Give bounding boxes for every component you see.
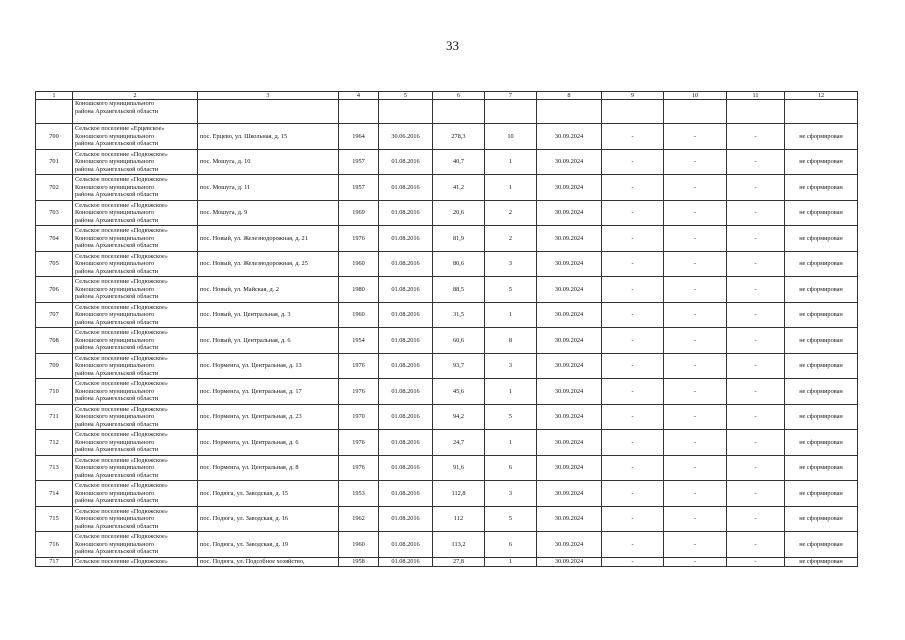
table-row <box>36 532 858 558</box>
col11-cell: - <box>727 455 785 481</box>
deadline-cell: 30.09.2024 <box>537 481 602 507</box>
deadline-cell: 30.09.2024 <box>537 226 602 252</box>
col11-cell: - <box>727 149 785 175</box>
year-cell: 1976 <box>339 430 379 456</box>
col10-cell: - <box>664 149 727 175</box>
table-row <box>36 277 858 303</box>
residents-cell: 6 <box>485 455 537 481</box>
residents-cell: 3 <box>485 353 537 379</box>
table-body <box>36 92 858 567</box>
row-number-cell: 717 <box>36 557 73 566</box>
year-cell: 1960 <box>339 302 379 328</box>
row-number-cell: 715 <box>36 506 73 532</box>
deadline-cell: 30.09.2024 <box>537 302 602 328</box>
col11-cell: - <box>727 532 785 558</box>
col11-cell: - <box>727 277 785 303</box>
table-row <box>36 149 858 175</box>
row-number-cell: 703 <box>36 200 73 226</box>
address-cell: пос. Норменга, ул. Центральная, д. 23 <box>198 404 339 430</box>
row-number-cell: 713 <box>36 455 73 481</box>
col9-cell: - <box>602 430 664 456</box>
row-number-cell: 700 <box>36 124 73 150</box>
table-row <box>36 124 858 150</box>
table-row <box>36 455 858 481</box>
area-cell: 45,6 <box>433 379 485 405</box>
row-number-cell: 711 <box>36 404 73 430</box>
year-cell: 1980 <box>339 277 379 303</box>
table-row <box>36 175 858 201</box>
col9-cell: - <box>602 353 664 379</box>
col9-cell: - <box>602 124 664 150</box>
column-number-4: 4 <box>339 92 379 100</box>
area-cell: 60,6 <box>433 328 485 354</box>
table-row <box>36 481 858 507</box>
status-cell: не сформирован <box>785 226 858 252</box>
col10-cell: - <box>664 124 727 150</box>
residents-cell: 10 <box>485 124 537 150</box>
table-row <box>36 557 858 566</box>
date-cell: 01.08.2016 <box>379 455 433 481</box>
continuation-row <box>36 100 858 124</box>
table-row <box>36 353 858 379</box>
row-number-cell: 702 <box>36 175 73 201</box>
table-row <box>36 404 858 430</box>
date-cell: 01.08.2016 <box>379 557 433 566</box>
col10-cell: - <box>664 353 727 379</box>
status-cell: не сформирован <box>785 557 858 566</box>
status-cell: не сформирован <box>785 251 858 277</box>
column-number-6: 6 <box>433 92 485 100</box>
table-row <box>36 506 858 532</box>
table-row <box>36 328 858 354</box>
row-number-cell: 706 <box>36 277 73 303</box>
area-cell: 94,2 <box>433 404 485 430</box>
address-cell: пос. Подюга, ул. Заводская, д. 15 <box>198 481 339 507</box>
row-number-cell: 712 <box>36 430 73 456</box>
residents-cell: 1 <box>485 557 537 566</box>
date-cell: 30.06.2016 <box>379 124 433 150</box>
area-cell: 113,2 <box>433 532 485 558</box>
area-cell: 91,6 <box>433 455 485 481</box>
date-cell: 01.08.2016 <box>379 302 433 328</box>
deadline-cell: 30.09.2024 <box>537 149 602 175</box>
col10-cell: - <box>664 277 727 303</box>
continuation-num-cell <box>36 100 73 124</box>
col10-cell: - <box>664 226 727 252</box>
status-cell: не сформирован <box>785 506 858 532</box>
address-cell: пос. Подюга, ул. Заводская, д. 16 <box>198 506 339 532</box>
settlement-cell: Сельское поселение «Подюжское» Коношского муниципального района Архангельской области <box>73 200 198 226</box>
address-cell: пос. Норменга, ул. Центральная, д. 6 <box>198 430 339 456</box>
year-cell: 1964 <box>339 124 379 150</box>
settlement-cell: Сельское поселение «Подюжское» Коношского муниципального района Архангельской области <box>73 430 198 456</box>
year-cell: 1976 <box>339 353 379 379</box>
year-cell: 1957 <box>339 149 379 175</box>
col10-cell: - <box>664 506 727 532</box>
table-row <box>36 251 858 277</box>
col10-cell: - <box>664 200 727 226</box>
col11-cell: - <box>727 328 785 354</box>
row-number-cell: 714 <box>36 481 73 507</box>
address-cell: пос. Новый, ул. Железнодорожная, д. 25 <box>198 251 339 277</box>
area-cell: 88,5 <box>433 277 485 303</box>
row-number-cell: 709 <box>36 353 73 379</box>
col11-cell: - <box>727 404 785 430</box>
date-cell: 01.08.2016 <box>379 251 433 277</box>
status-cell: не сформирован <box>785 455 858 481</box>
table-row <box>36 200 858 226</box>
settlement-cell: Сельское поселение «Подюжское» Коношского муниципального района Архангельской области <box>73 328 198 354</box>
address-cell: пос. Норменга, ул. Центральная, д. 17 <box>198 379 339 405</box>
date-cell: 01.08.2016 <box>379 379 433 405</box>
col9-cell: - <box>602 557 664 566</box>
address-cell: пос. Новый, ул. Центральная, д. 3 <box>198 302 339 328</box>
col11-cell: - <box>727 226 785 252</box>
col10-cell: - <box>664 379 727 405</box>
address-cell: пос. Новый, ул. Майская, д. 2 <box>198 277 339 303</box>
deadline-cell: 30.09.2024 <box>537 532 602 558</box>
deadline-cell: 30.09.2024 <box>537 506 602 532</box>
settlement-cell: Сельское поселение «Подюжское» Коношского муниципального района Архангельской области <box>73 404 198 430</box>
date-cell: 01.08.2016 <box>379 404 433 430</box>
date-cell: 01.08.2016 <box>379 200 433 226</box>
row-number-cell: 708 <box>36 328 73 354</box>
area-cell: 278,3 <box>433 124 485 150</box>
deadline-cell: 30.09.2024 <box>537 124 602 150</box>
column-number-5: 5 <box>379 92 433 100</box>
row-number-cell: 716 <box>36 532 73 558</box>
year-cell: 1954 <box>339 328 379 354</box>
status-cell: не сформирован <box>785 302 858 328</box>
status-cell: не сформирован <box>785 379 858 405</box>
residents-cell: 1 <box>485 149 537 175</box>
address-cell: пос. Мошуга, д. 10 <box>198 149 339 175</box>
col9-cell: - <box>602 328 664 354</box>
col9-cell: - <box>602 532 664 558</box>
status-cell: не сформирован <box>785 200 858 226</box>
table-row <box>36 379 858 405</box>
address-cell: пос. Мошуга, д. 11 <box>198 175 339 201</box>
col9-cell: - <box>602 175 664 201</box>
deadline-cell: 30.09.2024 <box>537 175 602 201</box>
table-row <box>36 430 858 456</box>
settlement-cell: Сельское поселение «Подюжское» Коношского муниципального района Архангельской области <box>73 455 198 481</box>
column-number-12: 12 <box>785 92 858 100</box>
settlement-cell: Сельское поселение «Подюжское» Коношского муниципального района Архангельской области <box>73 175 198 201</box>
col10-cell: - <box>664 532 727 558</box>
status-cell: не сформирован <box>785 149 858 175</box>
col9-cell: - <box>602 455 664 481</box>
year-cell: 1958 <box>339 557 379 566</box>
area-cell: 24,7 <box>433 430 485 456</box>
date-cell: 01.08.2016 <box>379 277 433 303</box>
year-cell: 1976 <box>339 226 379 252</box>
deadline-cell: 30.09.2024 <box>537 277 602 303</box>
column-number-9: 9 <box>602 92 664 100</box>
col10-cell: - <box>664 302 727 328</box>
deadline-cell: 30.09.2024 <box>537 379 602 405</box>
residents-cell: 6 <box>485 532 537 558</box>
year-cell: 1953 <box>339 481 379 507</box>
residents-cell: 1 <box>485 175 537 201</box>
col9-cell: - <box>602 251 664 277</box>
deadline-cell: 30.09.2024 <box>537 430 602 456</box>
date-cell: 01.08.2016 <box>379 226 433 252</box>
column-number-11: 11 <box>727 92 785 100</box>
status-cell: не сформирован <box>785 277 858 303</box>
date-cell: 01.08.2016 <box>379 481 433 507</box>
status-cell: не сформирован <box>785 328 858 354</box>
row-number-cell: 707 <box>36 302 73 328</box>
col11-cell: - <box>727 353 785 379</box>
col9-cell: - <box>602 302 664 328</box>
residents-cell: 1 <box>485 430 537 456</box>
year-cell: 1957 <box>339 175 379 201</box>
area-cell: 112 <box>433 506 485 532</box>
residents-cell: 3 <box>485 481 537 507</box>
row-number-cell: 704 <box>36 226 73 252</box>
col10-cell: - <box>664 557 727 566</box>
col11-cell: - <box>727 175 785 201</box>
address-cell: пос. Мошуга, д. 9 <box>198 200 339 226</box>
residents-cell: 2 <box>485 200 537 226</box>
year-cell: 1962 <box>339 506 379 532</box>
residents-cell: 5 <box>485 404 537 430</box>
status-cell: не сформирован <box>785 481 858 507</box>
column-number-7: 7 <box>485 92 537 100</box>
residents-cell: 3 <box>485 251 537 277</box>
col9-cell: - <box>602 481 664 507</box>
col11-cell: - <box>727 430 785 456</box>
date-cell: 01.08.2016 <box>379 353 433 379</box>
address-cell: пос. Норменга, ул. Центральная, д. 13 <box>198 353 339 379</box>
status-cell: не сформирован <box>785 175 858 201</box>
date-cell: 01.08.2016 <box>379 328 433 354</box>
col9-cell: - <box>602 277 664 303</box>
year-cell: 1960 <box>339 251 379 277</box>
residents-cell: 1 <box>485 302 537 328</box>
date-cell: 01.08.2016 <box>379 175 433 201</box>
deadline-cell: 30.09.2024 <box>537 404 602 430</box>
col9-cell: - <box>602 200 664 226</box>
date-cell: 01.08.2016 <box>379 506 433 532</box>
address-cell: пос. Ерцево, ул. Школьная, д. 15 <box>198 124 339 150</box>
year-cell: 1976 <box>339 379 379 405</box>
row-number-cell: 701 <box>36 149 73 175</box>
col10-cell: - <box>664 328 727 354</box>
col10-cell: - <box>664 404 727 430</box>
deadline-cell: 30.09.2024 <box>537 353 602 379</box>
settlement-cell: Сельское поселение «Подюжское» Коношского муниципального района Архангельской области <box>73 277 198 303</box>
residents-cell: 5 <box>485 277 537 303</box>
column-number-1: 1 <box>36 92 73 100</box>
column-number-2: 2 <box>73 92 198 100</box>
date-cell: 01.08.2016 <box>379 149 433 175</box>
year-cell: 1960 <box>339 532 379 558</box>
date-cell: 01.08.2016 <box>379 430 433 456</box>
deadline-cell: 30.09.2024 <box>537 557 602 566</box>
status-cell: не сформирован <box>785 124 858 150</box>
residents-cell: 5 <box>485 506 537 532</box>
settlement-cell: Сельское поселение «Подюжское» Коношского муниципального района Архангельской области <box>73 353 198 379</box>
address-cell: пос. Новый, ул. Железнодорожная, д. 21 <box>198 226 339 252</box>
col10-cell: - <box>664 175 727 201</box>
area-cell: 31,5 <box>433 302 485 328</box>
column-number-row <box>36 92 858 100</box>
row-number-cell: 705 <box>36 251 73 277</box>
deadline-cell: 30.09.2024 <box>537 328 602 354</box>
residents-cell: 1 <box>485 379 537 405</box>
col11-cell: - <box>727 124 785 150</box>
column-number-10: 10 <box>664 92 727 100</box>
area-cell: 112,8 <box>433 481 485 507</box>
col9-cell: - <box>602 226 664 252</box>
settlement-cell: Сельское поселение «Ерцевское» Коношского муниципального района Архангельской области <box>73 124 198 150</box>
area-cell: 81,9 <box>433 226 485 252</box>
address-cell: пос. Подюга, ул. Заводская, д. 19 <box>198 532 339 558</box>
col11-cell: - <box>727 557 785 566</box>
table-row <box>36 302 858 328</box>
status-cell: не сформирован <box>785 430 858 456</box>
settlement-cell: Сельское поселение «Подюжское» Коношского муниципального района Архангельской области <box>73 302 198 328</box>
settlement-cell: Сельское поселение «Подюжское» Коношского муниципального района Архангельской области <box>73 532 198 558</box>
col11-cell: - <box>727 200 785 226</box>
area-cell: 93,7 <box>433 353 485 379</box>
settlement-cell: Сельское поселение «Подюжское» Коношского муниципального района Архангельской области <box>73 226 198 252</box>
deadline-cell: 30.09.2024 <box>537 455 602 481</box>
row-number-cell: 710 <box>36 379 73 405</box>
housing-registry-table <box>35 91 858 567</box>
col9-cell: - <box>602 149 664 175</box>
deadline-cell: 30.09.2024 <box>537 200 602 226</box>
col10-cell: - <box>664 455 727 481</box>
settlement-cell: Сельское поселение «Подюжское» Коношского муниципального района Архангельской области <box>73 481 198 507</box>
settlement-cell: Сельское поселение «Подюжское» <box>73 557 198 566</box>
continuation-name-cell: Коношского муниципального района Архангельской области <box>73 100 198 124</box>
address-cell: пос. Подюга, ул. Подсобное хозяйство, <box>198 557 339 566</box>
col11-cell: - <box>727 379 785 405</box>
col11-cell: - <box>727 302 785 328</box>
settlement-cell: Сельское поселение «Подюжское» Коношского муниципального района Архангельской области <box>73 506 198 532</box>
year-cell: 1969 <box>339 200 379 226</box>
status-cell: не сформирован <box>785 353 858 379</box>
status-cell: не сформирован <box>785 532 858 558</box>
settlement-cell: Сельское поселение «Подюжское» Коношского муниципального района Архангельской области <box>73 251 198 277</box>
year-cell: 1970 <box>339 404 379 430</box>
area-cell: 27,8 <box>433 557 485 566</box>
page-number: 33 <box>446 38 459 53</box>
col9-cell: - <box>602 404 664 430</box>
area-cell: 80,6 <box>433 251 485 277</box>
area-cell: 20,6 <box>433 200 485 226</box>
date-cell: 01.08.2016 <box>379 532 433 558</box>
address-cell: пос. Норменга, ул. Центральная, д. 8 <box>198 455 339 481</box>
col9-cell: - <box>602 506 664 532</box>
area-cell: 40,7 <box>433 149 485 175</box>
col11-cell: - <box>727 481 785 507</box>
status-cell: не сформирован <box>785 404 858 430</box>
col10-cell: - <box>664 251 727 277</box>
table-row <box>36 226 858 252</box>
col11-cell: - <box>727 251 785 277</box>
col11-cell: - <box>727 506 785 532</box>
column-number-3: 3 <box>198 92 339 100</box>
column-number-8: 8 <box>537 92 602 100</box>
area-cell: 41,2 <box>433 175 485 201</box>
residents-cell: 2 <box>485 226 537 252</box>
settlement-cell: Сельское поселение «Подюжское» Коношского муниципального района Архангельской области <box>73 379 198 405</box>
address-cell: пос. Новый, ул. Центральная, д. 6 <box>198 328 339 354</box>
year-cell: 1976 <box>339 455 379 481</box>
deadline-cell: 30.09.2024 <box>537 251 602 277</box>
residents-cell: 8 <box>485 328 537 354</box>
col10-cell: - <box>664 430 727 456</box>
col9-cell: - <box>602 379 664 405</box>
settlement-cell: Сельское поселение «Подюжское» Коношского муниципального района Архангельской области <box>73 149 198 175</box>
col10-cell: - <box>664 481 727 507</box>
